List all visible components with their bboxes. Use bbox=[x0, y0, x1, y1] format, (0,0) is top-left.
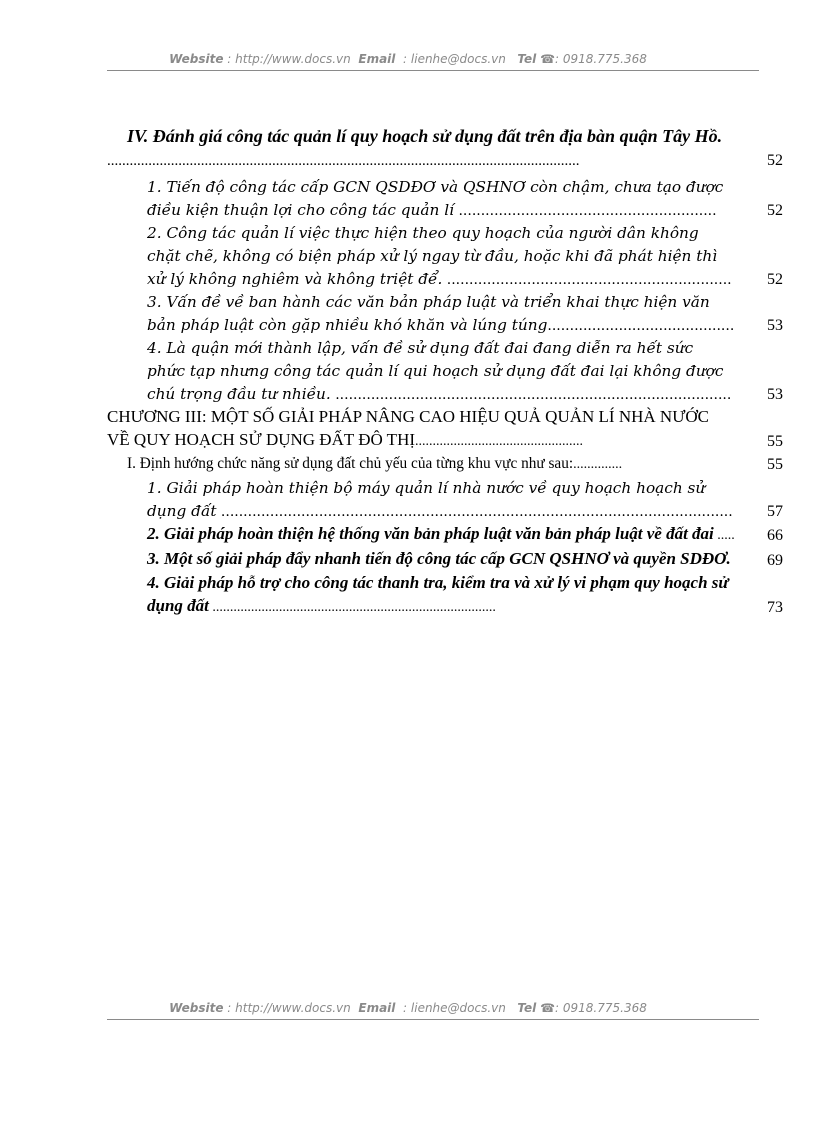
footer-website-label: Website bbox=[169, 1001, 224, 1015]
toc-page-number: 53 bbox=[766, 384, 783, 407]
header-email-value: : lienhe@docs.vn bbox=[403, 52, 506, 66]
phone-icon: ☎ bbox=[540, 52, 556, 66]
footer-email-value: : lienhe@docs.vn bbox=[403, 1001, 506, 1015]
header-rule bbox=[107, 70, 759, 71]
toc-entry-iv[interactable] bbox=[107, 125, 783, 172]
toc-leader: .......................................................... bbox=[454, 202, 717, 219]
toc-leader: .......................................... bbox=[547, 317, 735, 334]
toc-entry-text: 1. Giải pháp hoàn thiện bộ máy quản lí nhà nước về quy hoạch hoạch sử dụng đất bbox=[147, 478, 706, 520]
header-website-url: : http://www.docs.vn bbox=[227, 52, 351, 66]
toc-entry-text: I. Định hướng chức năng sử dụng đất chủ yếu của từng khu vực như sau: bbox=[127, 455, 574, 473]
toc-entry-text: 3. Một số giải pháp đẩy nhanh tiến độ công tác cấp GCN QSHNƠ và quyền SDĐƠ. bbox=[147, 548, 731, 568]
toc-entry-text: IV. Đánh giá công tác quản lí quy hoạch sử dụng đất trên địa bàn quận Tây Hồ. bbox=[127, 126, 723, 146]
toc-entry-i-1[interactable] bbox=[107, 477, 783, 523]
footer-email-label: Email bbox=[358, 1001, 396, 1015]
toc-entry-i-3[interactable] bbox=[107, 548, 783, 573]
toc-page-number: 66 bbox=[766, 525, 783, 548]
header-website-label: Website bbox=[169, 52, 224, 66]
footer-tel-value: : 0918.775.368 bbox=[555, 1001, 647, 1015]
toc-entry-iv-4[interactable] bbox=[107, 337, 783, 406]
toc-leader: ................................................ bbox=[415, 433, 584, 449]
footer-website-url: : http://www.docs.vn bbox=[227, 1001, 351, 1015]
toc-page-number: 52 bbox=[766, 200, 783, 223]
toc-page-number: 57 bbox=[766, 501, 783, 524]
header-email-label: Email bbox=[358, 52, 396, 66]
toc-leader: ..... bbox=[713, 528, 735, 544]
toc-entry-iv-3[interactable] bbox=[107, 291, 783, 337]
toc-page-number: 53 bbox=[766, 315, 783, 338]
toc-page-number: 55 bbox=[766, 454, 783, 477]
toc-entry-text: 2. Công tác quản lí việc thực hiện theo quy hoạch của người dân không chặt chẽ, không có biện pháp xử lý ngay từ đầu, hoặc khi đã phát hiện thì xử lý không nghiêm và không triệt để. bbox=[147, 224, 718, 288]
phone-icon: ☎ bbox=[540, 1001, 556, 1015]
toc-leader: ................................................................................. bbox=[208, 599, 496, 615]
toc-page-number: 52 bbox=[766, 150, 783, 173]
toc-page-number: 73 bbox=[766, 597, 783, 620]
toc-leader: ......................................................................................... bbox=[330, 386, 732, 403]
toc-page-number: 69 bbox=[766, 550, 783, 573]
toc-leader: ................................................................ bbox=[442, 271, 732, 288]
toc-entry-i-4[interactable] bbox=[107, 572, 783, 619]
toc-entry-section-i[interactable] bbox=[107, 453, 783, 477]
toc-page-number: 52 bbox=[766, 269, 783, 292]
toc-entry-iv-1[interactable] bbox=[107, 176, 783, 222]
header-tel-value: : 0918.775.368 bbox=[555, 52, 647, 66]
toc-entry-text: 3. Vấn đề về ban hành các văn bản pháp luật và triển khai thực hiện văn bản pháp luật còn gặp nhiều khó khăn và lúng túng bbox=[147, 293, 710, 334]
page-footer bbox=[0, 1001, 816, 1015]
toc-entry-i-2[interactable] bbox=[107, 523, 783, 548]
toc-leader: .............................................................................................................................. bbox=[107, 152, 580, 169]
toc-entry-text: 4. Giải pháp hỗ trợ cho công tác thanh tra, kiểm tra và xử lý vi phạm quy hoạch sử dụng đất bbox=[147, 573, 729, 615]
toc-leader: ................................................................................................................... bbox=[216, 503, 733, 520]
footer-rule bbox=[107, 1019, 759, 1020]
toc-entry-chapter-3[interactable] bbox=[107, 406, 783, 453]
footer-tel-label: Tel bbox=[517, 1001, 537, 1015]
toc-leader: .............. bbox=[573, 457, 623, 473]
toc-entry-text: 4. Là quận mới thành lập, vấn đề sử dụng đất đai đang diễn ra hết sức phức tạp nhưng công tác quản lí qui hoạch sử dụng đất đai lại không được chú trọng đầu tư nhiều. bbox=[147, 339, 724, 403]
page-header bbox=[0, 52, 816, 66]
toc-entry-text: 2. Giải pháp hoàn thiện hệ thống văn bản pháp luật văn bản pháp luật về đất đai bbox=[147, 524, 714, 544]
toc-entry-text: CHƯƠNG III: MỘT SỐ GIẢI PHÁP NÂNG CAO HIỆU QUẢ QUẢN LÍ NHÀ NƯỚC VỀ QUY HOẠCH SỬ DỤNG ĐẤT ĐÔ THỊ bbox=[107, 407, 709, 449]
toc-entry-text: 1. Tiến độ công tác cấp GCN QSDĐƠ và QSHNƠ còn chậm, chưa tạo được điều kiện thuận lợi cho công tác quản lí bbox=[147, 178, 724, 219]
header-tel-label: Tel bbox=[517, 52, 537, 66]
table-of-contents bbox=[107, 125, 783, 619]
toc-page-number: 55 bbox=[766, 431, 783, 454]
toc-entry-iv-2[interactable] bbox=[107, 222, 783, 291]
